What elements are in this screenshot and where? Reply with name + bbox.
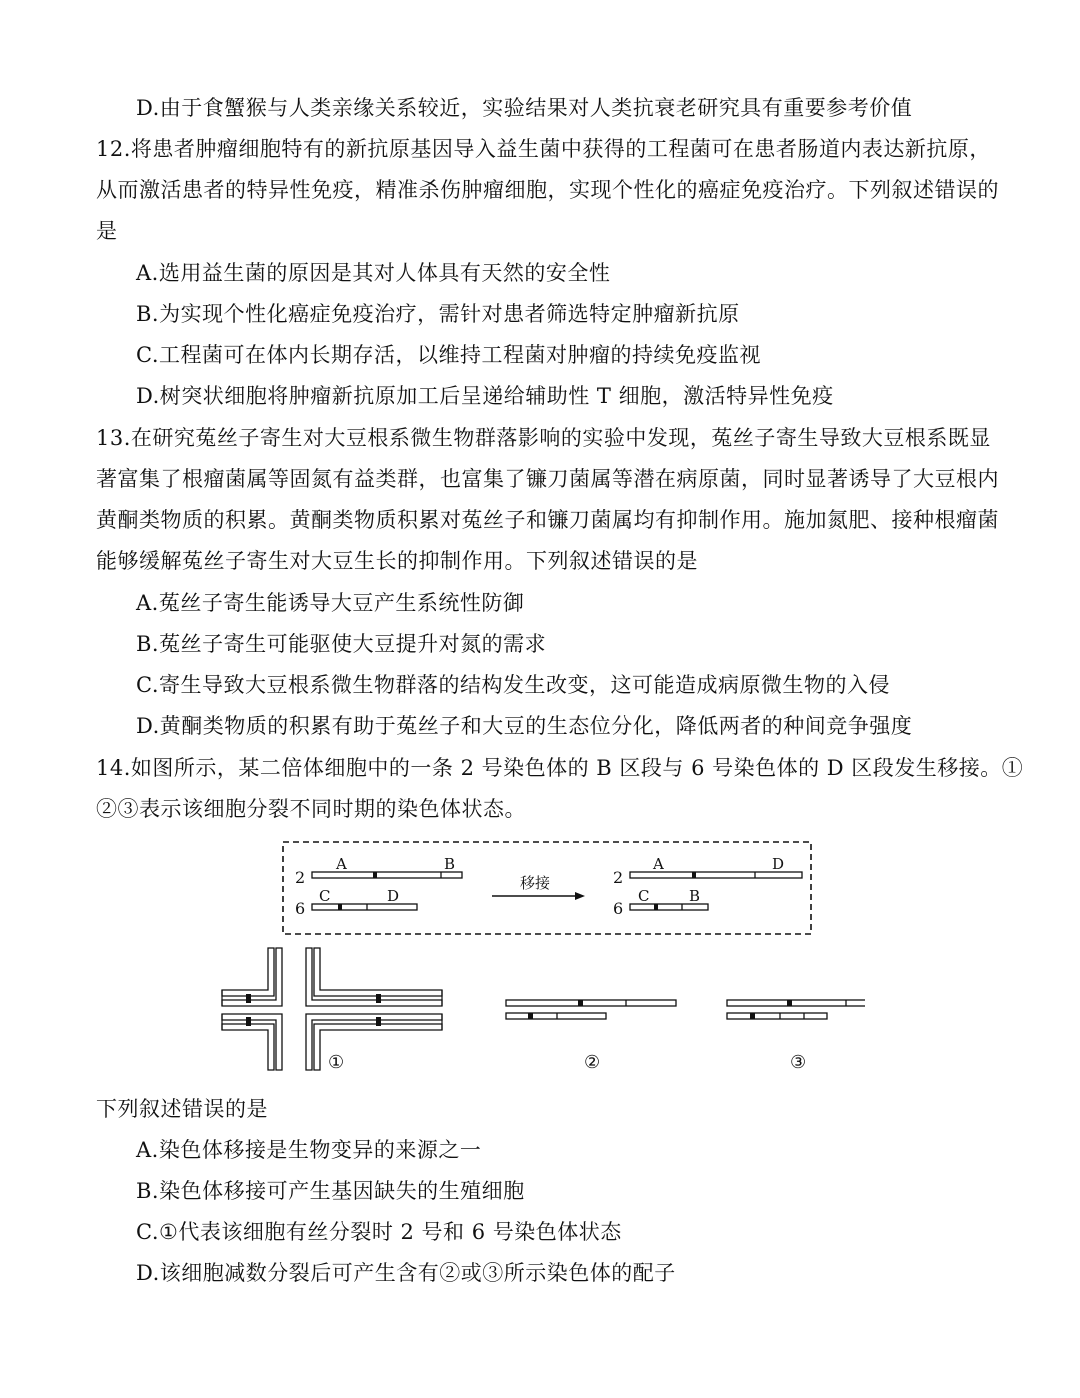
chr2-right-centromere [692,872,696,878]
q13-stem-line-2: 著富集了根瘤菌属等固氮有益类群，也富集了镰刀菌属等潜在病原菌，同时显著诱导了大豆根内 [96,467,999,491]
panel-2-label: ② [584,1052,601,1073]
q12-stem-line-3: 是 [96,219,118,243]
panel-1-centromeres [246,994,381,1026]
q13-option-d: D.黄酮类物质的积累有助于菟丝子和大豆的生态位分化，降低两者的种间竞争强度 [136,714,913,738]
chr6-label-left: 6 [295,899,306,918]
q14-option-c: C.①代表该细胞有丝分裂时 2 号和 6 号染色体状态 [136,1220,622,1244]
q14-option-b: B.染色体移接可产生基因缺失的生殖细胞 [136,1179,525,1203]
chr2-left-centromere [373,872,377,878]
chr6-label-right: 6 [613,899,624,918]
chr6-right-centromere [654,904,658,910]
q12-stem-line-2: 从而激活患者的特异性免疫，精准杀伤肿瘤细胞，实现个性化的癌症免疫治疗。下列叙述错误的 [96,178,999,202]
q13-option-c: C.寄生导致大豆根系微生物群落的结构发生改变，这可能造成病原微生物的入侵 [136,673,890,697]
chromosome-translocation-figure [215,838,865,1078]
panel-1-label: ① [328,1052,345,1073]
segment-d-label-left: D [387,887,400,905]
chr6-left-centromere [338,904,342,910]
q13-stem-line-3: 黄酮类物质的积累。黄酮类物质积累对菟丝子和镰刀菌属均有抑制作用。施加氮肥、接种根瘤菌 [96,508,999,532]
arrowhead-icon [575,892,585,900]
q14-option-d: D.该细胞减数分裂后可产生含有②或③所示染色体的配子 [136,1261,676,1285]
segment-b-label-right: B [689,887,701,905]
q13-option-b: B.菟丝子寄生可能驱使大豆提升对氮的需求 [136,632,547,656]
panel-3-chromosomes [727,1000,865,1019]
q12-option-d: D.树突状细胞将肿瘤新抗原加工后呈递给辅助性 T 细胞，激活特异性免疫 [136,384,834,408]
chr2-label-right: 2 [613,868,624,887]
panel-3-label: ③ [790,1052,807,1073]
segment-b-label-left: B [444,855,456,873]
q12-stem-line-1: 12.将患者肿瘤细胞特有的新抗原基因导入益生菌中获得的工程菌可在患者肠道内表达新抗原， [96,137,991,161]
q14-option-a: A.染色体移接是生物变异的来源之一 [136,1138,482,1162]
q12-option-c: C.工程菌可在体内长期存活，以维持工程菌对肿瘤的持续免疫监视 [136,343,761,367]
q13-option-a: A.菟丝子寄生能诱导大豆产生系统性防御 [136,591,525,615]
segment-a-label-left: A [336,855,347,873]
q13-stem-line-4: 能够缓解菟丝子寄生对大豆生长的抑制作用。下列叙述错误的是 [96,549,698,573]
segment-a-label-right: A [653,855,664,873]
q12-option-a: A.选用益生菌的原因是其对人体具有天然的安全性 [136,261,611,285]
segment-c-label-right: C [638,887,650,905]
panel-2-chromosomes [506,1000,676,1019]
q14-stem-after-figure: 下列叙述错误的是 [96,1097,268,1121]
translocation-arrow-label: 移接 [520,874,551,892]
segment-d-label-right: D [772,855,785,873]
chr2-left [312,872,462,878]
segment-c-label-left: C [319,887,331,905]
q12-option-b: B.为实现个性化癌症免疫治疗，需针对患者筛选特定肿瘤新抗原 [136,302,740,326]
q11-option-d: D.由于食蟹猴与人类亲缘关系较近，实验结果对人类抗衰老研究具有重要参考价值 [136,96,913,120]
q14-stem-line-1: 14.如图所示，某二倍体细胞中的一条 2 号染色体的 B 区段与 6 号染色体的 D 区段发生移接。① [96,756,1024,780]
q14-stem-line-2: ②③表示该细胞分裂不同时期的染色体状态。 [96,797,526,821]
chr2-label-left: 2 [295,868,306,887]
q13-stem-line-1: 13.在研究菟丝子寄生对大豆根系微生物群落影响的实验中发现，菟丝子寄生导致大豆根系既显 [96,426,991,450]
